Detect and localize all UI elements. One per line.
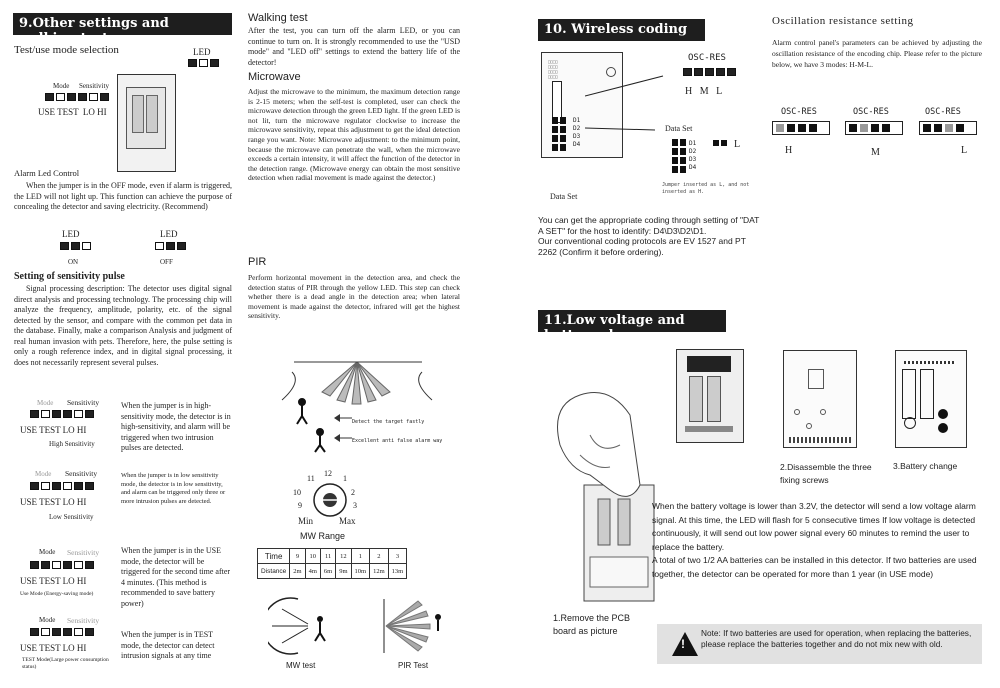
mode-hdr: Mode — [39, 616, 56, 624]
dataset-label-right: Data Set — [665, 124, 693, 133]
jumper-labels: USE TEST LO HI — [20, 497, 87, 507]
sensitivity-header: Sensitivity — [79, 82, 109, 90]
osc-mode-h: H — [785, 145, 793, 156]
osc-label-m: OSC-RES — [853, 107, 889, 117]
section-9-header: 9.Other settings and walking test — [13, 13, 232, 35]
osc-res-label: OSC-RES — [688, 53, 726, 63]
step2-label: 2.Disassemble the three fixing screws — [780, 462, 872, 485]
led-off-label: LED — [160, 229, 178, 239]
step3-label: 3.Battery change — [893, 461, 958, 471]
dial-max-label: Max — [339, 516, 356, 526]
jumper-labels: USE TEST LO HI — [20, 576, 87, 586]
jumper — [30, 628, 94, 636]
dial-2: 2 — [351, 488, 355, 497]
detector-photo — [676, 349, 744, 443]
walking-test-heading: Walking test — [248, 12, 308, 24]
l-label: L — [734, 139, 741, 150]
osc-mode-l: L — [961, 145, 968, 156]
jumper — [30, 561, 94, 569]
d-label: D4 — [573, 141, 581, 148]
dataset-label-left: Data Set — [550, 192, 578, 201]
dial-9: 9 — [298, 501, 302, 510]
sens-hdr: Sensitivity — [65, 469, 98, 478]
dial-1: 1 — [343, 474, 347, 483]
mode-hdr: Mode — [35, 470, 52, 478]
osc-res-jumper — [683, 68, 736, 76]
dial-12: 12 — [324, 469, 332, 478]
pir-heading: PIR — [248, 256, 267, 268]
hml-label: H M L — [685, 86, 723, 97]
sens-hdr: Sensitivity — [67, 616, 100, 625]
warning-note-box — [657, 624, 982, 664]
pcb-connector-strip — [789, 437, 851, 443]
led-jumper-top — [188, 59, 219, 67]
led-on-jumper — [60, 242, 91, 250]
l-jumper — [713, 140, 727, 146]
walking-test-text: After the test, you can turn off the alarm LED, or you can continue to turn on. It is strongly recommended to use the "USD mode" and "LED off" settings to extend the battery life of the detector! — [248, 26, 460, 67]
mode-text: When the jumper is in the USE mode, the detector will be triggered for the second time after 4 minutes. (This method is recommended to save battery power) — [121, 546, 231, 608]
time-cell: 2 — [370, 549, 389, 564]
mode-text: When the jumper is in high-sensitivity mode, the detector is in high-sensitivity, and alarm will be triggered when two intrusion pulses are detected. — [121, 401, 231, 452]
jumper-labels: USE TEST LO HI — [38, 107, 107, 117]
pointer-arrows — [585, 72, 665, 132]
distance-label: Distance — [258, 564, 290, 579]
dial-11: 11 — [307, 474, 315, 483]
osc-text: Alarm control panel's parameters can be achieved by adjusting the oscillation resistance of the encoding chip. Please refer to the picture below, we have 3 modes: H-M-L. — [772, 38, 982, 69]
distance-cell: 10m — [351, 564, 370, 579]
jumper-labels: USE TEST LO HI — [20, 425, 87, 435]
mw-range-table — [257, 548, 407, 579]
microwave-text: Adjust the microwave to the minimum, the maximum detection range is 2-15 meters; when the self-test is completed, user can check the microwave detection through the green LED light. If the green LED is not lit, turn the microwave regulator clockwise to increase the microwave sensitivity, repeat this adjustment to get the ideal detection range you want. Note: Microwave adjustment: to the minimum point, because the microwave can penetrate the wall, when the microwave exceeds a certain intensity, it will affect the function of the detector in the detection range. (Microwave energy can obtain the most sensitive detection when radial movement is made against the detector.) — [248, 87, 460, 183]
sens-hdr: Sensitivity — [67, 548, 100, 557]
alarm-led-heading: Alarm Led Control — [14, 168, 80, 178]
time-cell: 1 — [351, 549, 370, 564]
time-cell: 9 — [290, 549, 305, 564]
excellent-note: Excellent anti false alarm way — [352, 438, 443, 444]
warning-note-text: Note: If two batteries are used for operation, when replacing the batteries, please replace the batteries together and do not mix new with old. — [701, 628, 972, 649]
sens-hdr: Sensitivity — [67, 398, 100, 407]
detect-note: Detect the target fastly — [352, 419, 425, 425]
pcb-board-illustration: □□□□ □□□□ □□□□ □□□□ — [541, 52, 623, 158]
distance-cell: 2m — [290, 564, 305, 579]
mode-caption: TEST Mode(Large power consumption status) — [22, 657, 109, 670]
osc-heading: Oscillation resistance setting — [772, 15, 914, 27]
distance-cell: 9m — [336, 564, 351, 579]
jumper-labels: USE TEST LO HI — [20, 643, 87, 653]
pcb-screws-illustration — [783, 350, 857, 448]
distance-cell: 13m — [388, 564, 407, 579]
dial-3: 3 — [353, 501, 357, 510]
mode-caption: Low Sensitivity — [49, 513, 94, 521]
sensitivity-heading: Setting of sensitivity pulse — [14, 271, 125, 282]
pir-text: Perform horizontal movement in the detection area, and check the detection status of PIR through the yellow LED. This step can check whether there is a dead angle in the detection area; when lateral movement is made against the detector, infrared will get the highest sensitivity. — [248, 273, 460, 321]
warning-glyph: ! — [681, 637, 685, 651]
mode-hdr: Mode — [39, 548, 56, 556]
osc-label-l: OSC-RES — [925, 107, 961, 117]
battery-text1: When the battery voltage is lower than 3.2V, the detector will send a low voltage alarm signal. At this time, the LED will flash for 5 consecutive times If low voltage is detected continuously, it will send out low power signal every 60 minutes to remind the user to replace the battery. — [652, 501, 976, 552]
time-cell: 10 — [305, 549, 320, 564]
time-cell: 12 — [336, 549, 351, 564]
mode-text: When the jumper is in TEST mode, the detector can detect intrusion signals at any time — [121, 630, 215, 660]
jumper-note: Jumper inserted as L, and not inserted as H. — [662, 182, 750, 195]
on-label: ON — [68, 258, 79, 266]
time-label: Time — [258, 549, 290, 564]
mode-caption: Use Mode (Energy-saving mode) — [20, 591, 94, 597]
distance-cell: 6m — [320, 564, 335, 579]
section-11-header: 11.Low voltage and battery change — [538, 310, 726, 332]
dial-10: 10 — [293, 488, 301, 497]
dataset-jumper-grid — [672, 139, 686, 173]
mw-range-title: MW Range — [300, 531, 346, 541]
distance-cell: 4m — [305, 564, 320, 579]
alarm-led-text: When the jumper is in the OFF mode, even if alarm is triggered, the LED will not light up. This function can achieve the purpose of concealing the detector and saving electricity. (Recommend) — [14, 181, 232, 211]
mode-hdr: Mode — [37, 399, 54, 407]
distance-cell: 12m — [370, 564, 389, 579]
step1-label: 1.Remove the PCB board as picture — [553, 613, 631, 636]
off-label: OFF — [160, 258, 173, 266]
sec10-text2: Our conventional coding protocols are EV 1527 and PT 2262 (Confirm it before ordering). — [538, 236, 746, 257]
battery-text2: A total of two 1/2 AA batteries can be installed in this detector. If two batteries are used together, the detector can be operated for more than 1 year (in USE mode) — [652, 555, 977, 579]
led-label-top: LED — [193, 47, 211, 57]
sensitivity-text: Signal processing description: The detector uses digital signal direct analysis and processing technology. The processing chip will analyze the frequency, amplitude, polarity, etc. of the signal detected by the sensor, and compare with the common pet data in the database. Finally, make a comparison Analysis and judgment of real human invasion with pets. Therefore, here, the pulse setting is only a rough reference index, and in digital signal processing, it does not necessarily represent several pulses. — [14, 284, 232, 367]
pir-coverage-figure — [262, 352, 462, 462]
mode-header: Mode — [53, 82, 70, 90]
jumper — [30, 482, 94, 490]
osc-jumper-l — [919, 121, 977, 135]
d-label: D3 — [573, 133, 581, 140]
time-cell: 11 — [320, 549, 335, 564]
led-on-label: LED — [62, 229, 80, 239]
pir-test-diagram — [378, 597, 450, 655]
jumper — [30, 410, 94, 418]
d-label-right: D1 D2 D3 D4 — [689, 140, 697, 171]
section-10-header: 10. Wireless coding — [538, 19, 705, 41]
dial-min-label: Min — [298, 516, 314, 526]
test-mode-heading: Test/use mode selection — [14, 44, 119, 56]
battery-pcb-illustration — [895, 350, 967, 448]
osc-mode-m: M — [871, 147, 880, 158]
d-label: D2 — [573, 125, 581, 132]
pir-test-label: PIR Test — [398, 661, 429, 670]
microwave-heading: Microwave — [248, 71, 301, 83]
osc-jumper-m — [845, 121, 903, 135]
d-label: D1 — [573, 117, 581, 124]
mw-test-diagram — [268, 597, 340, 655]
time-cell: 3 — [388, 549, 407, 564]
led-off-jumper — [155, 242, 186, 250]
sec10-text — [538, 215, 763, 257]
warning-icon — [671, 630, 699, 658]
sec10-text1: You can get the appropriate coding through setting of "DAT A SET" for the host to identify: D4\D3\D2\D1. — [538, 215, 760, 236]
detector-illustration — [117, 74, 176, 172]
mode-jumper — [45, 93, 109, 101]
mw-test-label: MW test — [286, 661, 316, 670]
mode-caption: High Sensitivity — [49, 440, 95, 448]
osc-label-h: OSC-RES — [781, 107, 817, 117]
osc-jumper-h — [772, 121, 830, 135]
mode-text: When the jumper is in low sensitivity mode, the detector is in low sensitivity, and alarm can be triggered only three or more intrusion pulses are detected. — [121, 472, 226, 505]
